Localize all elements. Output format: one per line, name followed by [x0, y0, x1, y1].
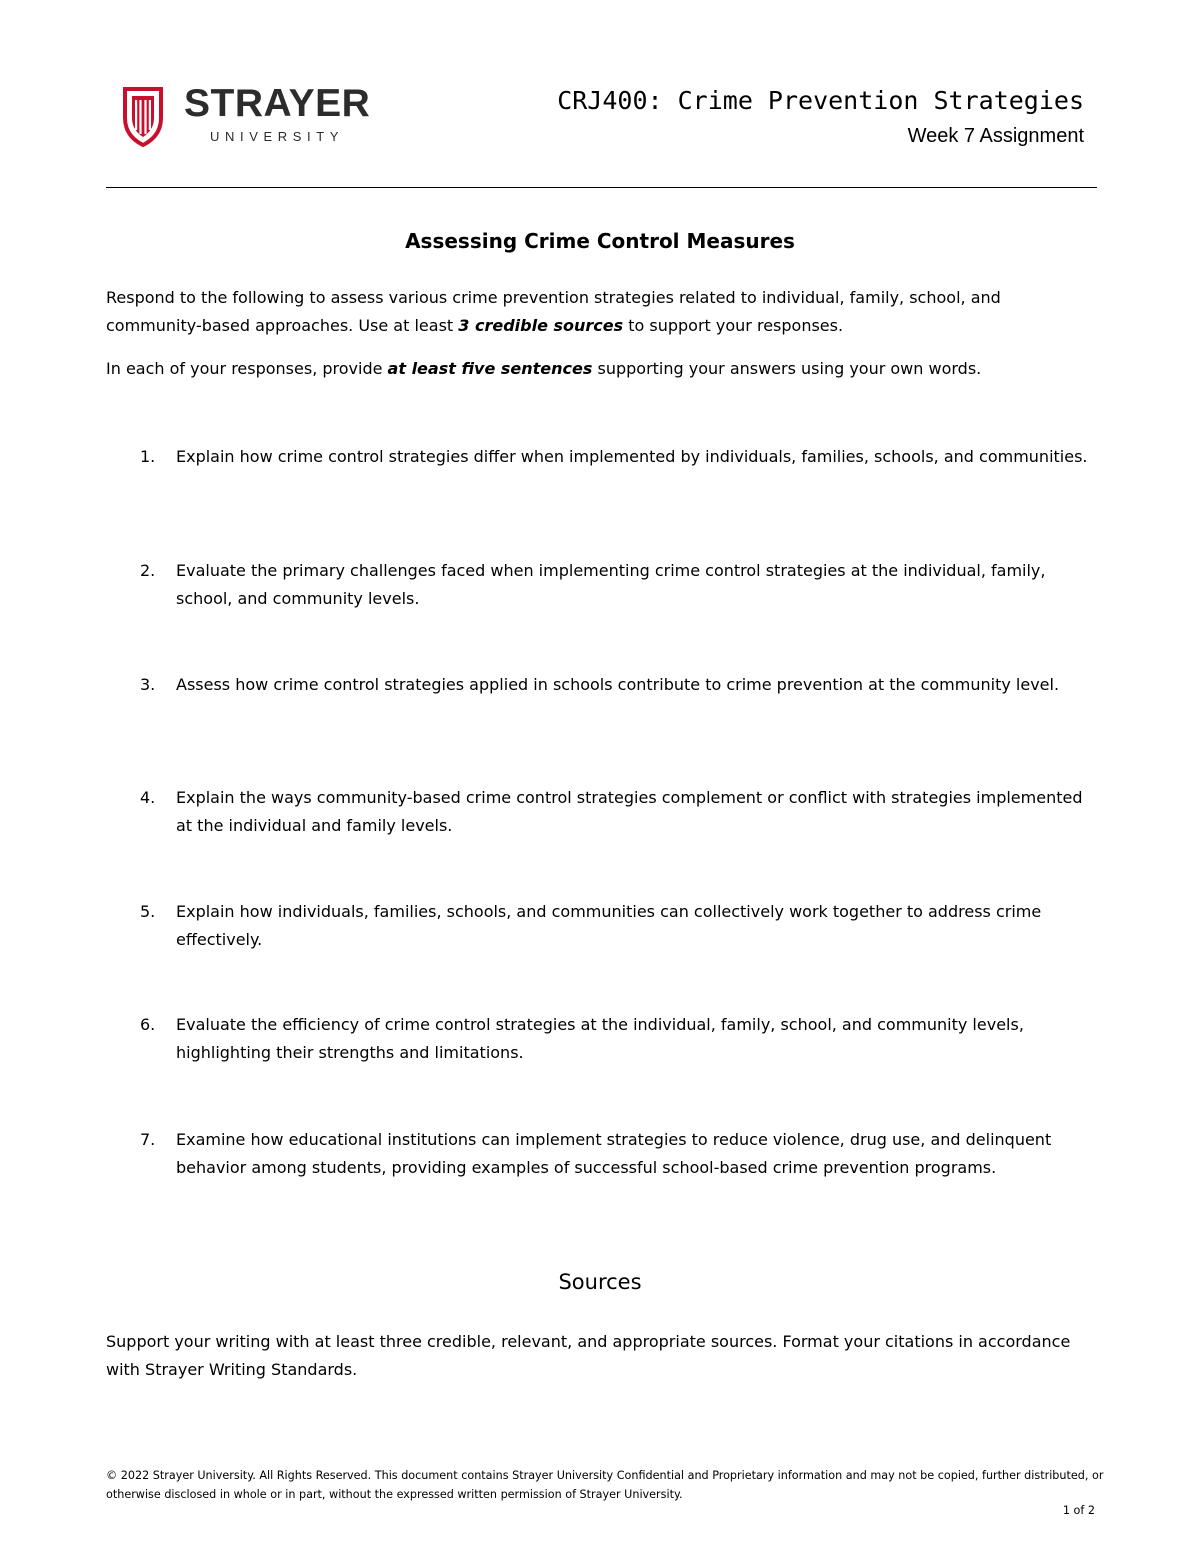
strayer-logo: [122, 82, 382, 150]
question-number: 7.: [140, 1130, 156, 1149]
sources-paragraph: Support your writing with at least three credible, relevant, and appropriate sources. Format your citations in accordance with Strayer Writing Standards.: [106, 1332, 1071, 1379]
course-title: CRJ400: Crime Prevention Strategies: [557, 86, 1084, 115]
question-text: Explain how individuals, families, schools, and communities can collectively work together to address crime effectively.: [176, 902, 1042, 949]
question-number: 6.: [140, 1015, 156, 1034]
header-divider: [106, 187, 1097, 188]
shield-icon: [122, 86, 164, 148]
logo-subtitle: UNIVERSITY: [210, 129, 345, 144]
logo-wordmark: STRAYER: [184, 82, 371, 125]
question-number: 2.: [140, 561, 156, 580]
page-number: 1 of 2: [1062, 1504, 1095, 1517]
question-text: Evaluate the primary challenges faced when implementing crime control strategies at the individual, family, school, and community levels.: [176, 561, 1046, 608]
requirement-text-end: supporting your answers using your own words.: [592, 359, 982, 378]
intro-text: Respond to the following to assess various crime prevention strategies related to individual, family, school, and community-based approaches. Use at least: [106, 288, 1001, 335]
intro-paragraph: [106, 284, 1100, 340]
question-text: Evaluate the efficiency of crime control strategies at the individual, family, school, and community levels, highlighting their strengths and limitations.: [176, 1015, 1024, 1062]
copyright-footer: © 2022 Strayer University. All Rights Reserved. This document contains Strayer University Confidential and Proprietary information and may not be copied, further distributed, or otherwise disclosed in whole or in part, without the expressed written permission of Strayer University.: [106, 1469, 1104, 1501]
requirement-text: In each of your responses, provide: [106, 359, 388, 378]
document-title: Assessing Crime Control Measures: [405, 229, 795, 253]
emphasis-five-sentences: at least five sentences: [387, 359, 593, 378]
question-number: 5.: [140, 902, 156, 921]
question-text: Examine how educational institutions can implement strategies to reduce violence, drug use, and delinquent behavior among students, providing examples of successful school-based crime prevention programs.: [176, 1130, 1052, 1177]
emphasis-credible-sources: 3 credible sources: [458, 316, 624, 335]
question-text: Explain the ways community-based crime control strategies complement or conflict with strategies implemented at the individual and family levels.: [176, 788, 1083, 835]
intro-text-end: to support your responses.: [623, 316, 844, 335]
sources-heading: Sources: [558, 1270, 642, 1294]
question-text: Assess how crime control strategies applied in schools contribute to crime prevention at the community level.: [176, 675, 1060, 694]
assignment-week: Week 7 Assignment: [907, 125, 1084, 147]
question-number: 4.: [140, 788, 156, 807]
question-text: Explain how crime control strategies differ when implemented by individuals, families, schools, and communities.: [176, 447, 1088, 466]
question-number: 3.: [140, 675, 156, 694]
question-number: 1.: [140, 447, 156, 466]
sentence-requirement-paragraph: [106, 355, 1100, 383]
